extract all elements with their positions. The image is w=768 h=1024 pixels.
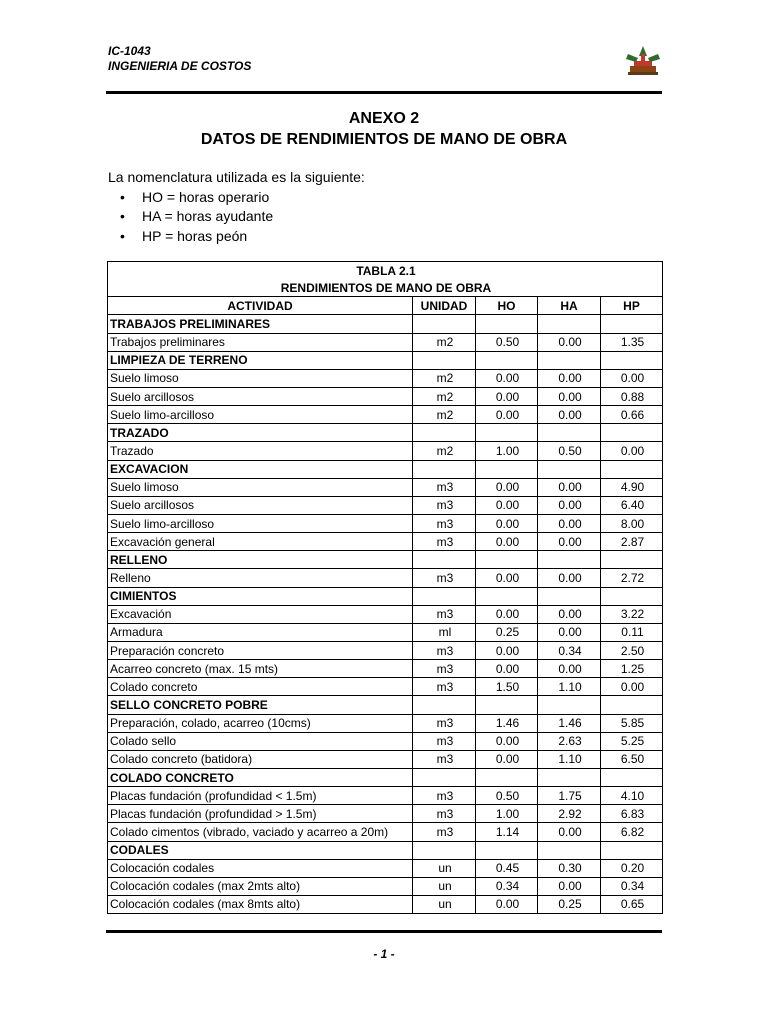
unit-cell: un	[413, 877, 476, 895]
ha-cell: 1.10	[538, 750, 601, 768]
table-row	[108, 514, 663, 532]
table-row	[108, 641, 663, 659]
empty-cell	[476, 551, 538, 569]
ha-cell: 2.92	[538, 805, 601, 823]
activity-cell: Colocación codales	[108, 859, 413, 877]
unit-cell: m3	[413, 805, 476, 823]
table-row	[108, 660, 663, 678]
activity-cell: Suelo limoso	[108, 369, 413, 387]
table-row	[108, 678, 663, 696]
performance-table	[107, 261, 663, 914]
section-row	[108, 841, 663, 859]
construction-logo-icon	[624, 44, 662, 78]
hp-cell: 2.87	[601, 533, 663, 551]
empty-cell	[413, 315, 476, 333]
activity-cell: Trazado	[108, 442, 413, 460]
hp-cell: 0.00	[601, 678, 663, 696]
ho-cell: 0.00	[476, 406, 538, 424]
nomenclature-list	[108, 188, 365, 247]
activity-cell: Acarreo concreto (max. 15 mts)	[108, 660, 413, 678]
ho-cell: 0.00	[476, 533, 538, 551]
section-row	[108, 587, 663, 605]
hp-cell: 2.50	[601, 641, 663, 659]
course-name: INGENIERIA DE COSTOS	[108, 59, 252, 73]
hp-cell: 0.34	[601, 877, 663, 895]
ha-cell: 1.46	[538, 714, 601, 732]
ho-cell: 0.00	[476, 514, 538, 532]
table-row	[108, 859, 663, 877]
list-item-ha: • HA = horas ayudante	[142, 207, 365, 227]
ho-cell: 0.00	[476, 478, 538, 496]
empty-cell	[413, 587, 476, 605]
activity-cell: Relleno	[108, 569, 413, 587]
ho-cell: 0.00	[476, 660, 538, 678]
ha-cell: 0.25	[538, 895, 601, 913]
empty-cell	[413, 841, 476, 859]
empty-cell	[538, 768, 601, 786]
activity-cell: Suelo limo-arcilloso	[108, 406, 413, 424]
ha-cell: 0.00	[538, 605, 601, 623]
table-row	[108, 406, 663, 424]
ho-cell: 0.50	[476, 787, 538, 805]
empty-cell	[476, 460, 538, 478]
empty-cell	[476, 587, 538, 605]
ho-cell: 0.00	[476, 387, 538, 405]
ha-cell: 0.00	[538, 514, 601, 532]
section-title: TRABAJOS PRELIMINARES	[108, 315, 413, 333]
activity-cell: Colado sello	[108, 732, 413, 750]
empty-cell	[538, 696, 601, 714]
activity-cell: Preparación, colado, acarreo (10cms)	[108, 714, 413, 732]
table-row	[108, 750, 663, 768]
table-title: RENDIMIENTOS DE MANO DE OBRA	[108, 279, 663, 297]
empty-cell	[601, 424, 663, 442]
empty-cell	[601, 841, 663, 859]
hp-cell: 6.82	[601, 823, 663, 841]
empty-cell	[601, 460, 663, 478]
section-title: COLADO CONCRETO	[108, 768, 413, 786]
unit-cell: m3	[413, 660, 476, 678]
empty-cell	[601, 315, 663, 333]
section-title: CIMIENTOS	[108, 587, 413, 605]
hp-cell: 3.22	[601, 605, 663, 623]
activity-cell: Suelo arcillosos	[108, 387, 413, 405]
ho-cell: 1.00	[476, 442, 538, 460]
hp-cell: 4.90	[601, 478, 663, 496]
unit-cell: un	[413, 895, 476, 913]
ha-cell: 2.63	[538, 732, 601, 750]
ha-cell: 0.00	[538, 406, 601, 424]
hp-cell: 6.50	[601, 750, 663, 768]
empty-cell	[413, 424, 476, 442]
empty-cell	[476, 841, 538, 859]
table-row	[108, 895, 663, 913]
table-row	[108, 787, 663, 805]
activity-cell: Placas fundación (profundidad > 1.5m)	[108, 805, 413, 823]
unit-cell: m3	[413, 514, 476, 532]
unit-cell: m3	[413, 750, 476, 768]
section-title: CODALES	[108, 841, 413, 859]
empty-cell	[413, 351, 476, 369]
table-row	[108, 442, 663, 460]
unit-cell: m3	[413, 714, 476, 732]
ho-cell: 0.00	[476, 895, 538, 913]
ha-cell: 0.00	[538, 478, 601, 496]
hp-cell: 6.40	[601, 496, 663, 514]
ho-cell: 0.00	[476, 750, 538, 768]
hp-cell: 0.00	[601, 369, 663, 387]
activity-cell: Suelo arcillosos	[108, 496, 413, 514]
header-unidad: UNIDAD	[413, 297, 476, 315]
section-row	[108, 696, 663, 714]
hp-cell: 5.85	[601, 714, 663, 732]
ha-cell: 0.34	[538, 641, 601, 659]
empty-cell	[476, 768, 538, 786]
ha-cell: 0.00	[538, 660, 601, 678]
activity-cell: Armadura	[108, 623, 413, 641]
nomenclature-intro	[108, 168, 365, 246]
hp-cell: 0.66	[601, 406, 663, 424]
section-row	[108, 351, 663, 369]
ho-cell: 0.00	[476, 569, 538, 587]
table-header-row	[108, 297, 663, 315]
table-row	[108, 369, 663, 387]
activity-cell: Excavación general	[108, 533, 413, 551]
unit-cell: m3	[413, 478, 476, 496]
unit-cell: m3	[413, 569, 476, 587]
ha-cell: 0.00	[538, 823, 601, 841]
ho-cell: 0.00	[476, 641, 538, 659]
ho-cell: 0.50	[476, 333, 538, 351]
ha-cell: 1.75	[538, 787, 601, 805]
empty-cell	[413, 551, 476, 569]
header-rule	[106, 91, 662, 94]
unit-cell: m3	[413, 678, 476, 696]
hp-cell: 2.72	[601, 569, 663, 587]
unit-cell: m2	[413, 406, 476, 424]
annex-subtitle: DATOS DE RENDIMIENTOS DE MANO DE OBRA	[200, 131, 568, 148]
empty-cell	[601, 551, 663, 569]
empty-cell	[476, 315, 538, 333]
activity-cell: Colocación codales (max 2mts alto)	[108, 877, 413, 895]
ho-cell: 1.50	[476, 678, 538, 696]
table-row	[108, 533, 663, 551]
hp-cell: 0.00	[601, 442, 663, 460]
ha-cell: 0.00	[538, 387, 601, 405]
empty-cell	[538, 551, 601, 569]
table-row	[108, 623, 663, 641]
empty-cell	[476, 696, 538, 714]
table-row	[108, 714, 663, 732]
document-header	[108, 44, 251, 74]
ha-cell: 0.00	[538, 569, 601, 587]
activity-cell: Colocación codales (max 8mts alto)	[108, 895, 413, 913]
ho-cell: 0.34	[476, 877, 538, 895]
hp-cell: 1.35	[601, 333, 663, 351]
empty-cell	[413, 768, 476, 786]
activity-cell: Suelo limo-arcilloso	[108, 514, 413, 532]
unit-cell: m2	[413, 333, 476, 351]
activity-cell: Colado cimentos (vibrado, vaciado y acarreo a 20m)	[108, 823, 413, 841]
annex-title: ANEXO 2	[348, 110, 420, 127]
activity-cell: Trabajos preliminares	[108, 333, 413, 351]
header-hp: HP	[601, 297, 663, 315]
section-title: LIMPIEZA DE TERRENO	[108, 351, 413, 369]
list-item-hp: • HP = horas peón	[142, 227, 365, 247]
table-row	[108, 333, 663, 351]
unit-cell: m2	[413, 442, 476, 460]
section-title: EXCAVACION	[108, 460, 413, 478]
table-row	[108, 605, 663, 623]
section-row	[108, 768, 663, 786]
activity-cell: Suelo limoso	[108, 478, 413, 496]
unit-cell: ml	[413, 623, 476, 641]
unit-cell: m2	[413, 387, 476, 405]
list-item-ho: • HO = horas operario	[142, 188, 365, 208]
ha-cell: 1.10	[538, 678, 601, 696]
ho-cell: 1.00	[476, 805, 538, 823]
table-row	[108, 823, 663, 841]
unit-cell: m3	[413, 732, 476, 750]
hp-cell: 1.25	[601, 660, 663, 678]
section-row	[108, 315, 663, 333]
empty-cell	[476, 351, 538, 369]
ho-cell: 0.00	[476, 732, 538, 750]
empty-cell	[538, 841, 601, 859]
ha-cell: 0.00	[538, 533, 601, 551]
empty-cell	[601, 351, 663, 369]
empty-cell	[601, 768, 663, 786]
table-row	[108, 387, 663, 405]
ho-cell: 0.00	[476, 369, 538, 387]
empty-cell	[538, 351, 601, 369]
hp-cell: 0.65	[601, 895, 663, 913]
hp-cell: 5.25	[601, 732, 663, 750]
hp-cell: 0.11	[601, 623, 663, 641]
hp-cell: 0.20	[601, 859, 663, 877]
empty-cell	[538, 315, 601, 333]
activity-cell: Preparación concreto	[108, 641, 413, 659]
section-title: RELLENO	[108, 551, 413, 569]
header-ha: HA	[538, 297, 601, 315]
hp-cell: 0.88	[601, 387, 663, 405]
empty-cell	[601, 696, 663, 714]
empty-cell	[601, 587, 663, 605]
ha-cell: 0.00	[538, 496, 601, 514]
table-row	[108, 569, 663, 587]
unit-cell: un	[413, 859, 476, 877]
section-row	[108, 460, 663, 478]
empty-cell	[538, 460, 601, 478]
empty-cell	[476, 424, 538, 442]
ha-cell: 0.50	[538, 442, 601, 460]
unit-cell: m2	[413, 369, 476, 387]
ho-cell: 0.00	[476, 605, 538, 623]
section-row	[108, 424, 663, 442]
unit-cell: m3	[413, 787, 476, 805]
page-number: - 1 -	[373, 947, 395, 961]
ho-cell: 0.25	[476, 623, 538, 641]
hp-cell: 4.10	[601, 787, 663, 805]
hp-cell: 6.83	[601, 805, 663, 823]
section-title: SELLO CONCRETO POBRE	[108, 696, 413, 714]
empty-cell	[538, 424, 601, 442]
section-title: TRAZADO	[108, 424, 413, 442]
empty-cell	[413, 696, 476, 714]
ha-cell: 0.00	[538, 333, 601, 351]
table-caption: TABLA 2.1	[108, 262, 663, 280]
ho-cell: 0.00	[476, 496, 538, 514]
unit-cell: m3	[413, 641, 476, 659]
ha-cell: 0.00	[538, 369, 601, 387]
ho-cell: 1.46	[476, 714, 538, 732]
footer-rule	[106, 930, 662, 933]
unit-cell: m3	[413, 496, 476, 514]
empty-cell	[413, 460, 476, 478]
unit-cell: m3	[413, 533, 476, 551]
header-actividad: ACTIVIDAD	[108, 297, 413, 315]
unit-cell: m3	[413, 823, 476, 841]
table-row	[108, 732, 663, 750]
ho-cell: 1.14	[476, 823, 538, 841]
activity-cell: Placas fundación (profundidad < 1.5m)	[108, 787, 413, 805]
table-row	[108, 478, 663, 496]
ho-cell: 0.45	[476, 859, 538, 877]
ha-cell: 0.30	[538, 859, 601, 877]
table-row	[108, 805, 663, 823]
empty-cell	[538, 587, 601, 605]
table-row	[108, 877, 663, 895]
section-row	[108, 551, 663, 569]
header-ho: HO	[476, 297, 538, 315]
activity-cell: Colado concreto (batidora)	[108, 750, 413, 768]
activity-cell: Colado concreto	[108, 678, 413, 696]
ha-cell: 0.00	[538, 623, 601, 641]
activity-cell: Excavación	[108, 605, 413, 623]
hp-cell: 8.00	[601, 514, 663, 532]
table-row	[108, 496, 663, 514]
ha-cell: 0.00	[538, 877, 601, 895]
course-code: IC-1043	[108, 44, 151, 58]
intro-text: La nomenclatura utilizada es la siguiente:	[108, 169, 365, 185]
unit-cell: m3	[413, 605, 476, 623]
